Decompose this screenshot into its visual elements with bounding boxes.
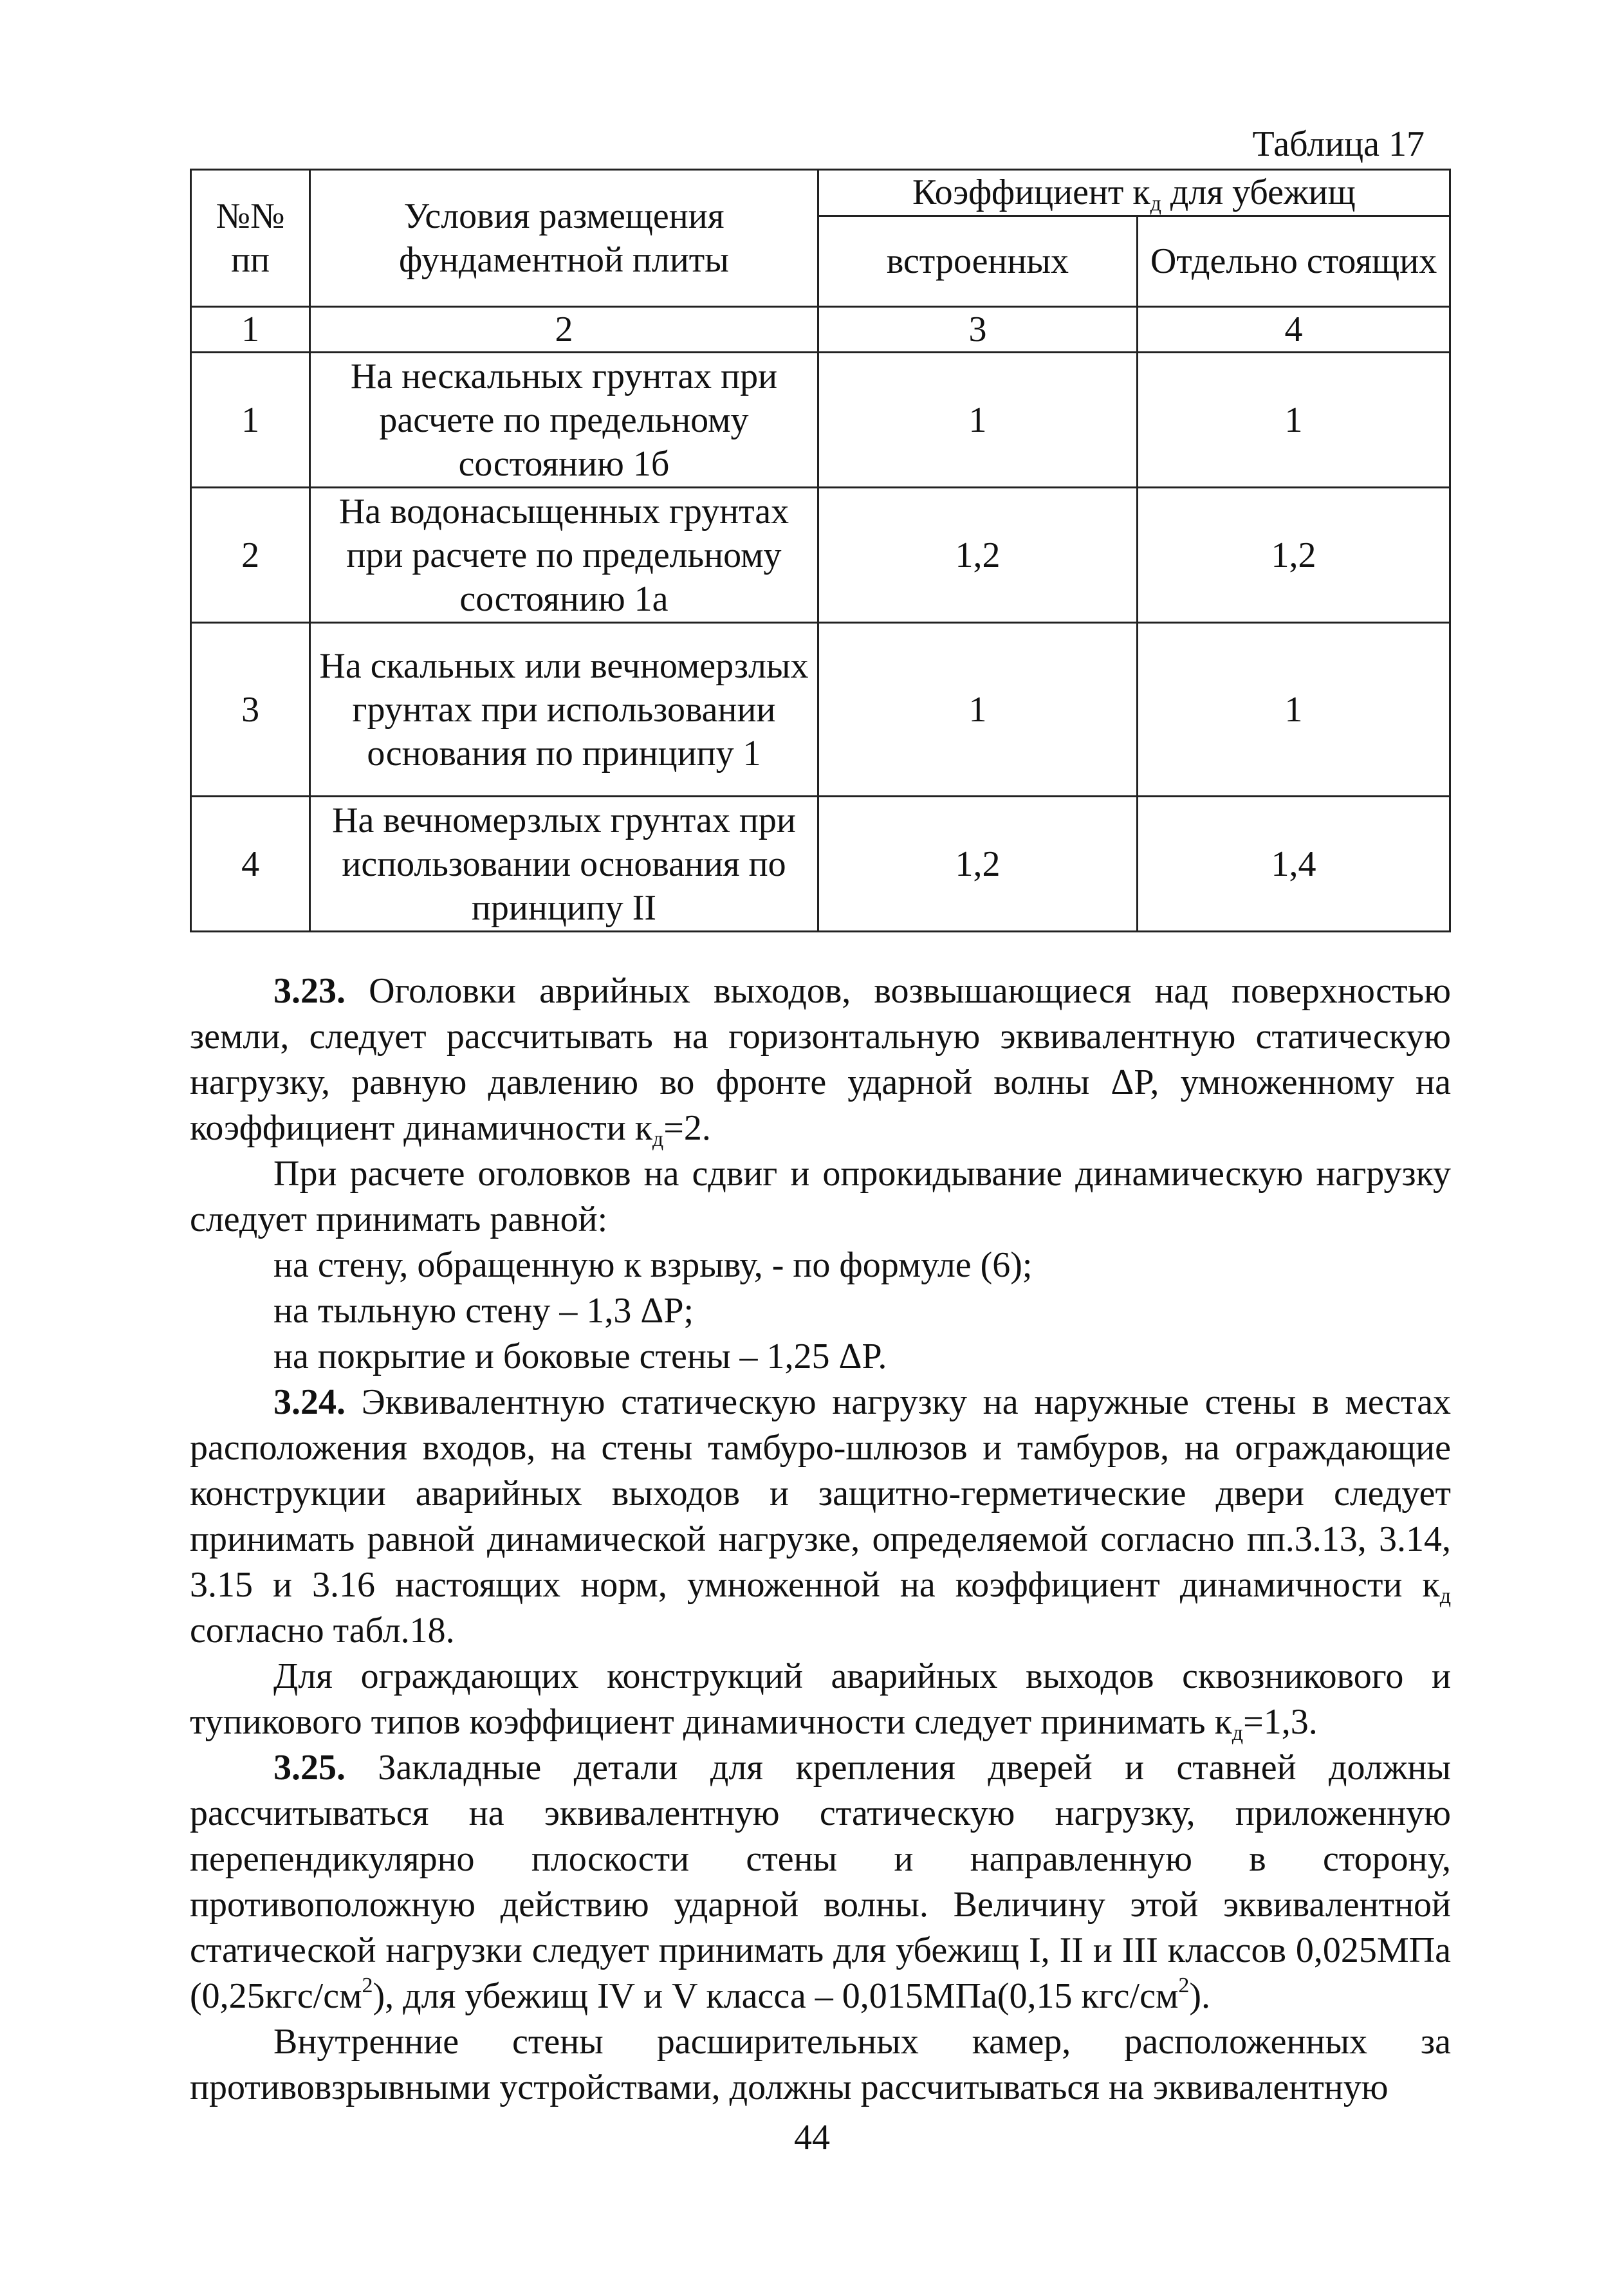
row-separate-value: 1 [1138, 623, 1450, 797]
paragraph-text: Для ограждающих конструкций аварийных выходов сквозникового и тупикового типов коэффициент динамичности следует принимать $к_д=1,3$. [190, 1656, 1451, 1745]
list-item: на тыльную стену – 1,3 ΔP; [273, 1291, 694, 1331]
page-number: 44 [794, 2118, 830, 2158]
column-number: 3 [818, 307, 1137, 353]
list-item: на покрытие и боковые стены – 1,25 ΔP. [273, 1337, 887, 1376]
paragraph-3-25: 3.25. Закладные детали для крепления дверей и ставней должны рассчитываться на эквивалентную статическую нагрузку, приложенную перепендикулярно плоскости стены и направленную в сторону, противоположную действию ударной волны. Величину этой эквивалентной статической нагрузки следует принимать для убежищ I, II и III классов 0,025МПа $(0,25кгс/см^2)$, для убежищ IV и V класса – 0,015МПа(0,15 кгс/$см^2$). [190, 1748, 1451, 2016]
row-separate-value: 1 [1138, 353, 1450, 488]
clause-number: 3.23. [273, 971, 346, 1011]
row-number: 3 [191, 623, 310, 797]
row-separate-value: 1,2 [1138, 488, 1450, 623]
column-number: 2 [310, 307, 818, 353]
header-number: №№ пп [191, 170, 310, 307]
header-coefficient: Коэффициент $к_д$ для убежищ [818, 170, 1450, 216]
row-separate-value: 1,4 [1138, 797, 1450, 932]
table-row [191, 623, 1450, 797]
row-conditions: На водонасыщенных грунтах при расчете по предельному состоянию 1а [310, 488, 818, 623]
list-item: на стену, обращенную к взрыву, - по формуле (6); [273, 1245, 1033, 1285]
header-separate: Отдельно стоящих [1138, 216, 1450, 306]
header-conditions: Условия размещения фундаментной плиты [310, 170, 818, 307]
column-number: 1 [191, 307, 310, 353]
row-built-in-value: 1,2 [818, 488, 1137, 623]
header-built-in: встроенных [818, 216, 1137, 306]
paragraph-3-24: 3.24. Эквивалентную статическую нагрузку на наружные стены в местах расположения входов, на стены тамбуро-шлюзов и тамбуров, на ограждающие конструкции аварийных выходов и защитно-герметические двери следует принимать равной динамической нагрузке, определяемой согласно пп.3.13, 3.14, 3.15 и 3.16 настоящих норм, умноженной на коэффициент динамичности $к_д$ согласно табл.18. [190, 1382, 1451, 1651]
row-conditions: На вечномерзлых грунтах при использовании основания по принципу II [310, 797, 818, 932]
paragraph-text: Внутренние стены расширительных камер, расположенных за противовзрывными устройствами, должны рассчитываться на эквивалентную [190, 2022, 1451, 2107]
table-row [191, 488, 1450, 623]
row-built-in-value: 1,2 [818, 797, 1137, 932]
row-conditions: На скальных или вечномерзлых грунтах при использовании основания по принципу 1 [310, 623, 818, 797]
clause-number: 3.24. [273, 1382, 346, 1422]
row-built-in-value: 1 [818, 623, 1137, 797]
row-number: 1 [191, 353, 310, 488]
clause-number: 3.25. [273, 1748, 346, 1788]
row-conditions: На нескальных грунтах при расчете по предельному состоянию 1б [310, 353, 818, 488]
body-text [190, 968, 1451, 2111]
table-caption: Таблица 17 [1252, 124, 1425, 164]
paragraph-3-23: 3.23. Оголовки аврийных выходов, возвышающиеся над поверхностью земли, следует рассчитывать на горизонтальную эквивалентную статическую нагрузку, равную давлению во фронте ударной волны ΔP, умноженному на коэффициент динамичности $к_д=2$. [190, 971, 1451, 1151]
row-number: 2 [191, 488, 310, 623]
table-row [191, 797, 1450, 932]
row-number: 4 [191, 797, 310, 932]
column-number: 4 [1138, 307, 1450, 353]
coefficient-table [190, 169, 1451, 932]
table-row [191, 353, 1450, 488]
row-built-in-value: 1 [818, 353, 1137, 488]
paragraph-text: При расчете оголовков на сдвиг и опрокидывание динамическую нагрузку следует принимать равной: [190, 1154, 1451, 1239]
